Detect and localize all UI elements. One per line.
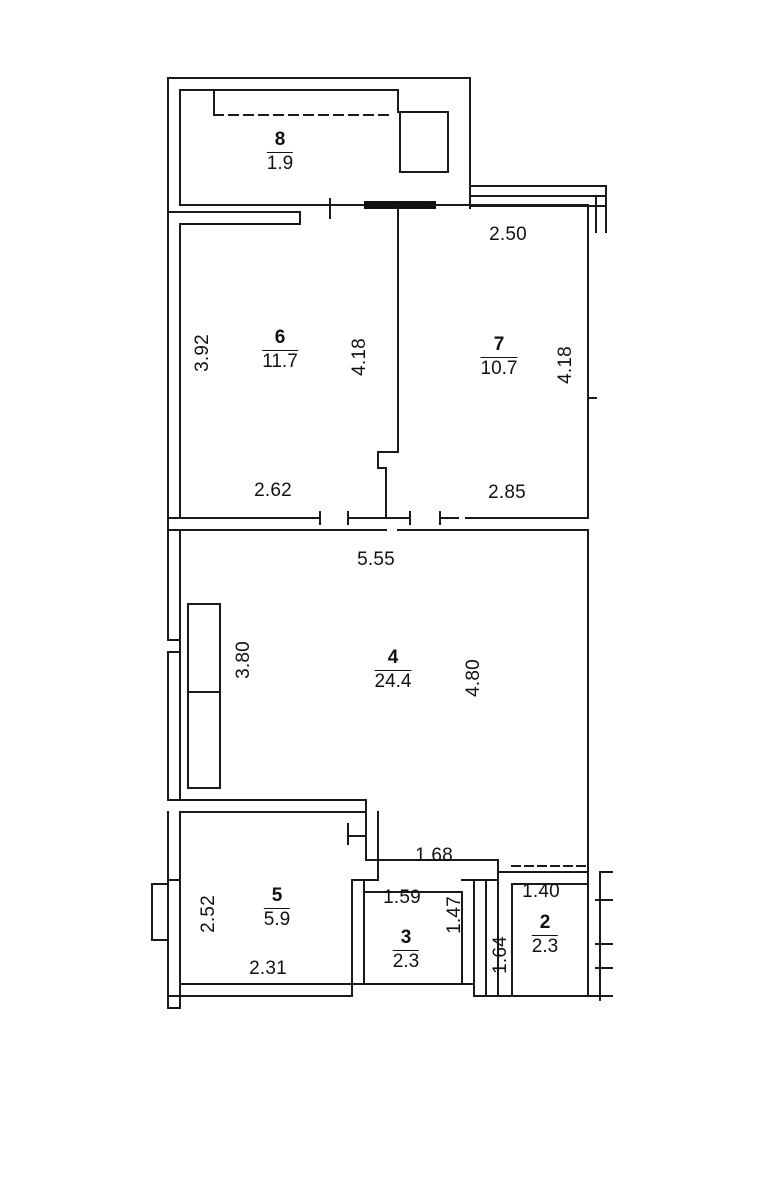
room-area: 2.3 bbox=[392, 950, 420, 972]
dimension-2-85: 2.85 bbox=[488, 482, 526, 503]
dimension-2-50-top: 2.50 bbox=[489, 224, 527, 245]
dimension-3-92-left: 3.92 bbox=[192, 334, 213, 372]
dimension-4-18-room6: 4.18 bbox=[349, 338, 370, 376]
dimension-2-62: 2.62 bbox=[254, 480, 292, 501]
room-label-2 bbox=[532, 913, 558, 957]
dimension-4-18-room7: 4.18 bbox=[555, 346, 576, 384]
dimension-2-31: 2.31 bbox=[249, 958, 287, 979]
dimension-5-55: 5.55 bbox=[357, 549, 395, 570]
dimension-4-80: 4.80 bbox=[463, 659, 484, 697]
room-number: 8 bbox=[267, 130, 293, 153]
room-label-7 bbox=[481, 335, 518, 379]
room-number: 4 bbox=[375, 648, 412, 671]
room-area: 11.7 bbox=[262, 350, 298, 372]
room-label-8 bbox=[267, 130, 293, 174]
room-area: 5.9 bbox=[263, 908, 291, 930]
room-number: 7 bbox=[481, 335, 518, 358]
dimension-2-52: 2.52 bbox=[198, 895, 219, 933]
room-number: 2 bbox=[532, 913, 558, 936]
dimension-1-40: 1.40 bbox=[522, 881, 560, 902]
room-area: 2.3 bbox=[531, 935, 559, 957]
dimension-1-64: 1.64 bbox=[490, 936, 511, 974]
dimension-1-59: 1.59 bbox=[383, 887, 421, 908]
room-label-6 bbox=[262, 328, 298, 372]
dimension-3-80: 3.80 bbox=[233, 641, 254, 679]
room-number: 3 bbox=[393, 928, 419, 951]
room-area: 1.9 bbox=[266, 152, 294, 174]
room-label-4 bbox=[375, 648, 412, 692]
dimension-1-47: 1.47 bbox=[444, 896, 465, 934]
room-label-5 bbox=[264, 886, 290, 930]
room-area: 10.7 bbox=[480, 357, 518, 379]
dimension-1-68: 1.68 bbox=[415, 845, 453, 866]
room-number: 6 bbox=[262, 328, 298, 351]
room-area: 24.4 bbox=[374, 670, 412, 692]
room-label-3 bbox=[393, 928, 419, 972]
room-number: 5 bbox=[264, 886, 290, 909]
